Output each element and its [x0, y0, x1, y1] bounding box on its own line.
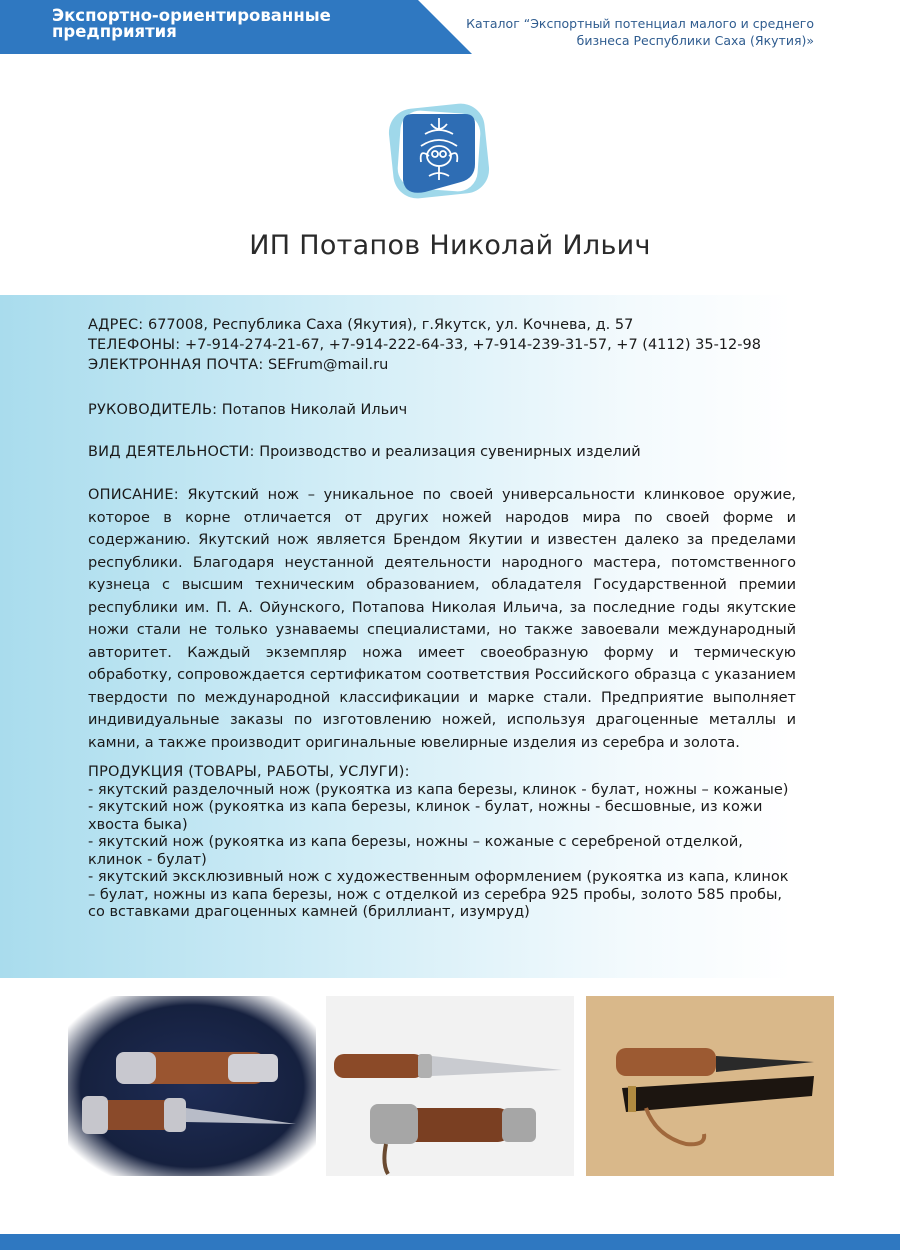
- email-line: [88, 355, 800, 375]
- knife-photo-3: [586, 996, 834, 1176]
- catalog-line-1: Каталог “Экспортный потенциал малого и среднего: [466, 16, 814, 31]
- description-text: Якутский нож – уникальное по своей универсальности клинковое оружие, которое в корне отличается от других ножей народов мира по своей форме и содержанию. Якутский нож является Брендом Якутии и известен далеко за пределами республики. Благодаря неустанной деятельности народного мастера, потомственного кузнеца с высшим техническим образованием, обладателя Государственной премии республики им. П. А. Ойунского, Потапова Николая Ильича, за последние годы якутские ножи стали не только узнаваемы специалистами, но также завоевали международный авторитет. Каждый экземпляр ножа имеет своеобразную форму и термическую обработку, сопровождается сертификатом соответствия Российского образца с указанием твердости по международной классификации и марке стали. Предприятие выполняет индивидуальные заказы по изготовлению ножей, используя драгоценные металлы и камни, а также производит оригинальные ювелирные изделия из серебра и золота.: [88, 487, 796, 751]
- email-value: SEFrum@mail.ru: [263, 357, 389, 373]
- phones-line: [88, 335, 800, 355]
- products-label: ПРОДУКЦИЯ (ТОВАРЫ, РАБОТЫ, УСЛУГИ):: [88, 764, 410, 780]
- address-line: [88, 315, 800, 335]
- knife-photo-1: [68, 996, 316, 1176]
- director-line: [88, 400, 800, 420]
- description-label: ОПИСАНИЕ:: [88, 487, 179, 503]
- catalog-title: [454, 15, 814, 49]
- activity-label: ВИД ДЕЯТЕЛЬНОСТИ:: [88, 444, 255, 460]
- company-logo: [385, 100, 493, 202]
- footer-bar: [0, 1234, 900, 1250]
- phones-label: ТЕЛЕФОНЫ:: [88, 337, 181, 353]
- product-item-1: - якутский разделочный нож (рукоятка из капа березы, клинок - булат, ножны – кожаные): [88, 781, 789, 798]
- product-item-2: - якутский нож (рукоятка из капа березы, клинок - булат, ножны - бесшовные, из кожи хвоста быка): [88, 799, 763, 833]
- address-label: АДРЕС:: [88, 317, 144, 333]
- contacts-block: [88, 315, 800, 375]
- director-value: Потапов Николай Ильич: [217, 402, 408, 418]
- activity-line: [88, 442, 800, 462]
- product-item-4: - якутский эксклюзивный нож с художественным оформлением (рукоятка из капа, клинок – булат, ножны из капа березы, нож с отделкой из серебра 925 пробы, золото 585 пробы, со вставками драгоценных камней (бриллиант, изумруд): [88, 869, 789, 920]
- knife-photo-2: [326, 996, 574, 1176]
- activity-value: Производство и реализация сувенирных изделий: [254, 444, 641, 460]
- products-block: [88, 764, 800, 922]
- product-item-3: - якутский нож (рукоятка из капа березы, ножны – кожаные с серебреной отделкой, клинок - булат): [88, 834, 743, 868]
- email-label: ЭЛЕКТРОННАЯ ПОЧТА:: [88, 357, 264, 373]
- description-paragraph: [88, 484, 796, 754]
- catalog-line-2: бизнеса Республики Саха (Якутия)»: [576, 33, 814, 48]
- director-label: РУКОВОДИТЕЛЬ:: [88, 402, 218, 418]
- section-title: Экспортно-ориентированные предприятия: [52, 6, 331, 41]
- address-value: 677008, Республика Саха (Якутия), г.Якутск, ул. Кочнева, д. 57: [143, 317, 634, 333]
- phones-value: +7-914-274-21-67, +7-914-222-64-33, +7-914-239-31-57, +7 (4112) 35-12-98: [180, 337, 761, 353]
- company-name: ИП Потапов Николай Ильич: [249, 230, 651, 261]
